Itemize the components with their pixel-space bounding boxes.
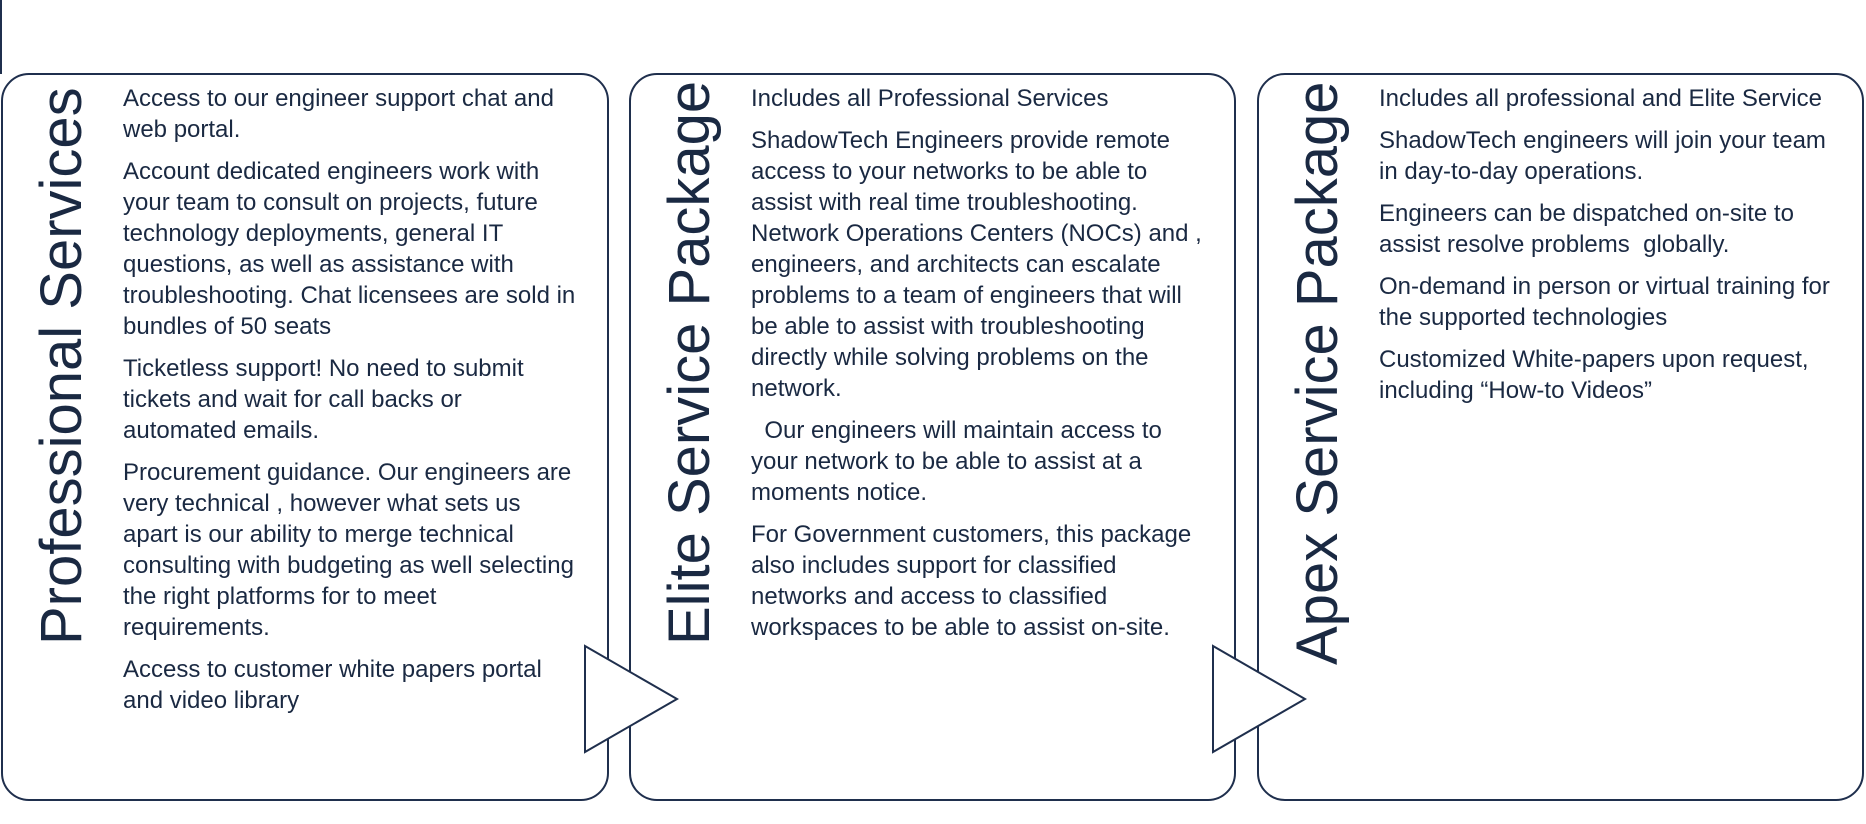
list-item: For Government customers, this package also includes support for classified networks and access to classified workspaces to be able to assist on-site. (751, 521, 1192, 641)
panel-body (751, 83, 1204, 654)
panel-professional-services (1, 73, 609, 801)
arrow-right-icon (1211, 644, 1307, 754)
list-item: Our engineers will maintain access to your network to be able to assist at a moments notice. (751, 417, 1169, 506)
panel-title-container (17, 75, 107, 799)
list-item: Access to our engineer support chat and web portal. (123, 85, 554, 143)
panel-apex-service-package (1257, 73, 1864, 801)
panel-body (1379, 83, 1842, 417)
left-border-line (0, 0, 2, 74)
list-item: Includes all professional and Elite Service (1379, 85, 1822, 112)
list-item: Access to customer white papers portal and video library (123, 656, 542, 714)
panel-title: Apex Service Package (1285, 81, 1350, 665)
list-item: Includes all Professional Services (751, 85, 1109, 112)
list-item: On-demand in person or virtual training for the supported technologies (1379, 273, 1830, 331)
panel-elite-service-package (629, 73, 1236, 801)
panel-title: Elite Service Package (657, 80, 722, 645)
list-item: ShadowTech engineers will join your team in day-to-day operations. (1379, 127, 1826, 185)
list-item: Procurement guidance. Our engineers are very technical , however what sets us apart is our ability to merge technical consulting with budgeting as well selecting the right platforms for to meet requirements. (123, 459, 574, 641)
list-item: Engineers can be dispatched on-site to assist resolve problems globally. (1379, 200, 1801, 258)
list-item: Ticketless support! No need to submit tickets and wait for call backs or automated emails. (123, 355, 524, 444)
list-item: ShadowTech Engineers provide remote access to your networks to be able to assist with real time troubleshooting. Network Operations Centers (NOCs) and , engineers, and architects can escalate problems to a team of engineers that will be able to assist with troubleshooting directly while solving problems on the network. (751, 127, 1202, 402)
list-item: Account dedicated engineers work with your team to consult on projects, future technology deployments, general IT questions, as well as assistance with troubleshooting. Chat licensees are sold in bundles of 50 seats (123, 158, 576, 340)
arrow-right-icon (583, 644, 679, 754)
panel-title: Professional Services (29, 87, 94, 645)
panel-body (123, 83, 577, 727)
list-item: Customized White-papers upon request, including “How-to Videos” (1379, 346, 1809, 404)
